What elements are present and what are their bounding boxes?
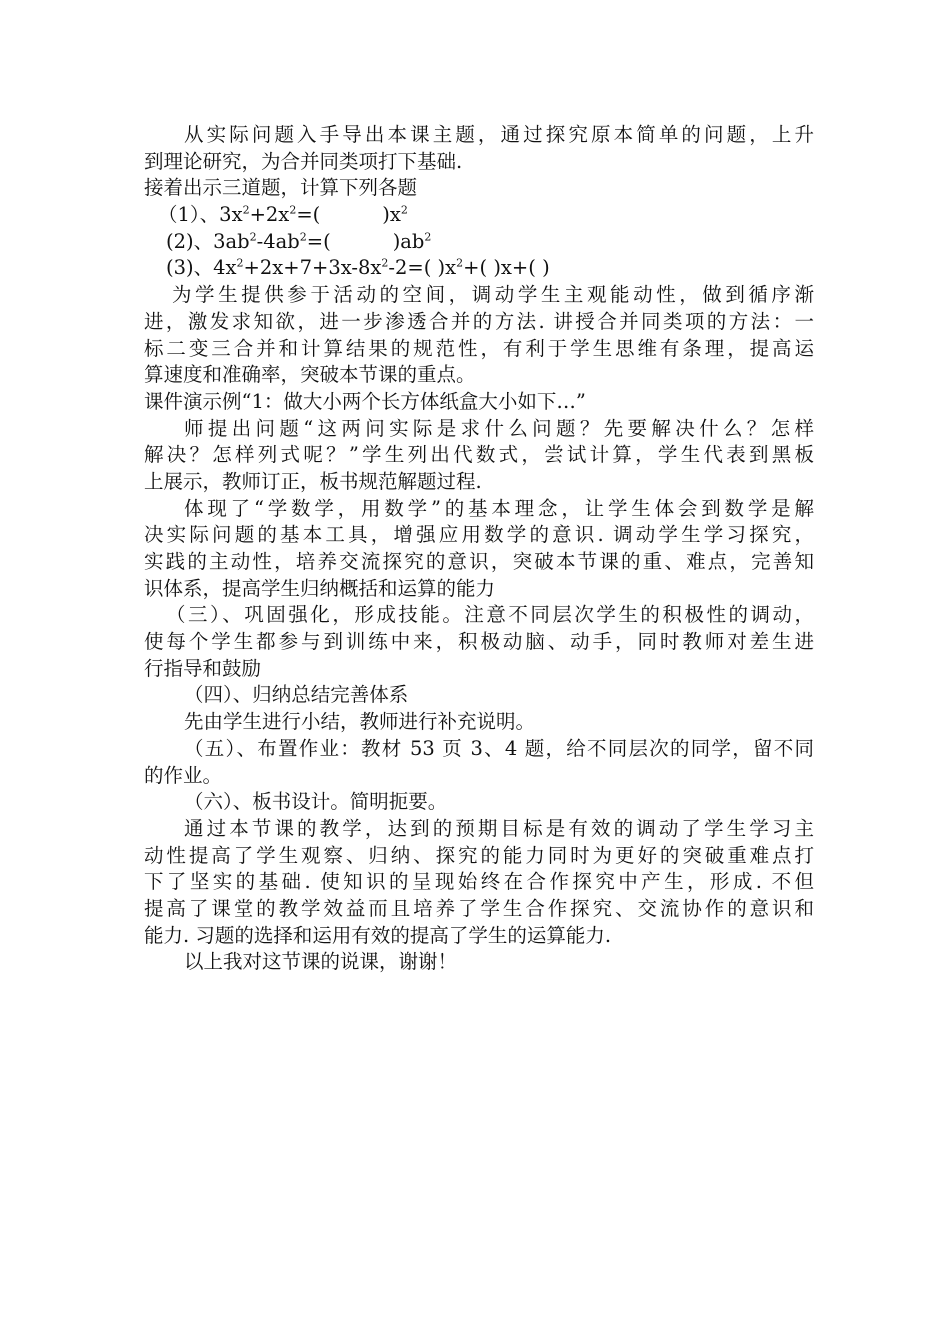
paragraph-intro-line2: 到理论研究，为合并同类项打下基础.: [144, 149, 463, 173]
problem-1-prefix: （1）、3x: [158, 203, 243, 227]
exponent: 2: [381, 256, 389, 270]
problem-3-part-a: +2x+7+3x-8x: [243, 256, 382, 280]
paragraph-concept-line4: 识体系，提高学生归纳概括和运算的能力: [144, 576, 496, 600]
problem-2-eq: =(: [306, 229, 331, 253]
problem-3-part-c: +( )x+( ): [463, 256, 550, 280]
exponent: 2: [400, 203, 408, 217]
heading-board-design: （六）、板书设计。简明扼要。: [184, 790, 448, 814]
paragraph-concept-line3: 实践的主动性，培养交流探究的意识，突破本节课的重、难点，完善知: [144, 550, 814, 573]
heading-summary: （四）、归纳总结完善体系: [184, 683, 409, 707]
paragraph-homework-line2: 的作业。: [144, 763, 223, 787]
paragraph-concept-line2: 决实际问题的基本工具，增强应用数学的意识. 调动学生学习探究，: [144, 523, 814, 547]
problem-2: [144, 229, 814, 256]
exponent: 2: [249, 230, 257, 244]
paragraph-question-line2: 解决？怎样列式呢？”学生列出代数式，尝试计算，学生代表到黑板: [144, 443, 814, 467]
paragraph-method-line2: 进，激发求知欲，进一步渗透合并的方法. 讲授合并同类项的方法：一: [144, 309, 814, 333]
problem-2-close: )ab: [392, 229, 425, 253]
paragraph-method-line1: 为学生提供参于活动的空间，调动学生主观能动性，做到循序渐: [172, 283, 814, 307]
paragraph-concept-line1: 体现了“学数学，用数学”的基本理念，让学生体会到数学是解: [184, 496, 814, 520]
paragraph-method-line3: 标二变三合并和计算结果的规范性，有利于学生思维有条理，提高运: [144, 336, 814, 360]
paragraph-intro-line1: 从实际问题入手导出本课主题，通过探究原本简单的问题，上升: [184, 123, 814, 146]
paragraph-consolidate-line1: （三）、巩固强化，形成技能。注意不同层次学生的积极性的调动，: [166, 603, 814, 627]
paragraph-method-line4: 算速度和准确率，突破本节课的重点。: [144, 363, 476, 387]
exponent: 2: [456, 256, 464, 270]
exponent: 2: [299, 230, 307, 244]
paragraph-question-line1: 师提出问题“这两问实际是求什么问题？先要解决什么？怎样: [184, 416, 814, 440]
document-body: [144, 122, 814, 976]
exponent: 2: [289, 203, 297, 217]
paragraph-conclusion-line4: 提高了课堂的教学效益而且培养了学生合作探究、交流协作的意识和: [144, 896, 814, 920]
paragraph-thanks: 以上我对这节课的说课，谢谢！: [184, 950, 458, 974]
exponent: 2: [236, 256, 244, 270]
paragraph-consolidate-line2: 使每个学生都参与到训练中来，积极动脑、动手，同时教师对差生进: [144, 630, 814, 654]
problem-1-eq: =(: [296, 203, 321, 227]
paragraph-courseware-example: 课件演示例“1：做大小两个长方体纸盒大小如下…”: [144, 389, 586, 413]
paragraph-summary: 先由学生进行小结，教师进行补充说明。: [184, 710, 536, 734]
paragraph-conclusion-line5: 能力. 习题的选择和运用有效的提高了学生的运算能力.: [144, 923, 612, 947]
problem-1-close: )x: [382, 203, 401, 227]
problem-1-mid: +2x: [249, 203, 290, 227]
problem-2-mid: -4ab: [256, 229, 300, 253]
paragraph-consolidate-line3: 行指导和鼓励: [144, 656, 262, 680]
paragraph-conclusion-line2: 动性提高了学生观察、归纳、探究的能力同时为更好的突破重难点打: [144, 843, 814, 867]
problem-2-prefix: (2)、3ab: [166, 229, 250, 253]
paragraph-question-line3: 上展示，教师订正，板书规范解题过程.: [144, 469, 482, 493]
paragraph-conclusion-line1: 通过本节课的教学，达到的预期目标是有效的调动了学生学习主: [184, 816, 814, 840]
problem-3-part-b: -2=( )x: [388, 256, 457, 280]
exponent: 2: [242, 203, 250, 217]
exponent: 2: [424, 230, 432, 244]
problem-3: [144, 255, 814, 282]
paragraph-exercises-intro: 接着出示三道题，计算下列各题: [144, 176, 418, 200]
problem-1: [144, 202, 814, 229]
paragraph-homework-line1: （五）、布置作业：教材 53 页 3、4 题，给不同层次的同学，留不同: [184, 736, 814, 760]
problem-3-prefix: (3)、4x: [166, 256, 237, 280]
paragraph-conclusion-line3: 下了坚实的基础. 使知识的呈现始终在合作探究中产生，形成. 不但: [144, 870, 814, 894]
